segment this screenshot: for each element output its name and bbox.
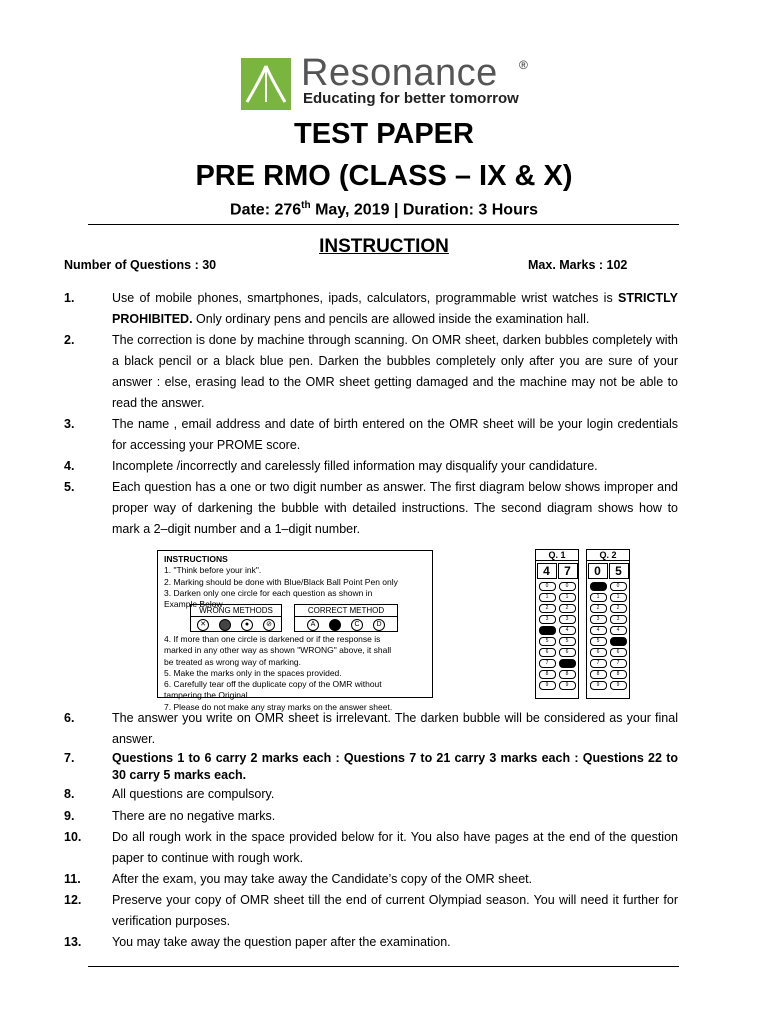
instruction-item (64, 456, 678, 477)
omr-example-q1 (535, 549, 579, 699)
dot-bubble-icon: ● (241, 619, 253, 631)
logo-registered-mark: ® (519, 58, 528, 72)
omr-q1-bubbles (536, 582, 578, 690)
figure-instruction-line: 5. Make the marks only in the spaces provided. (164, 667, 342, 678)
omr-q1-digit-1: 4 (537, 563, 557, 579)
instruction-text (112, 869, 678, 890)
instruction-text (112, 288, 678, 330)
date-ordinal: th (301, 200, 311, 211)
instruction-text (112, 708, 678, 750)
omr-bubble: 0 (539, 582, 556, 591)
instruction-number: 7. (64, 751, 75, 765)
omr-bubble: 0 (610, 582, 627, 591)
instruction-text (112, 330, 678, 414)
instruction-number: 1. (64, 291, 75, 305)
omr-bubble: 8 (559, 670, 576, 679)
instruction-item (64, 784, 678, 805)
correct-method-box (294, 604, 398, 632)
scribble-bubble-icon (219, 619, 231, 631)
logo-wordmark: Resonance (301, 52, 498, 94)
instruction-text-part: After the exam, you may take away the Candidate’s copy of the OMR sheet. (112, 872, 533, 886)
omr-bubble: 1 (590, 593, 607, 602)
instruction-item (64, 869, 678, 890)
instruction-item (64, 288, 678, 330)
max-marks: Max. Marks : 102 (528, 258, 628, 272)
omr-bubble: 6 (559, 648, 576, 657)
instruction-text (112, 750, 678, 784)
instruction-text-part: Preserve your copy of OMR sheet till the end of current Olympiad season. You will need it further for verification purposes. (112, 893, 678, 928)
omr-bubble: 0 (559, 582, 576, 591)
figure-instruction-line: 1. "Think before your ink". (164, 565, 262, 576)
figure-instruction-line: 2. Marking should be done with Blue/Black Ball Point Pen only (164, 576, 398, 587)
omr-bubble: 4 (610, 626, 627, 635)
instruction-item (64, 330, 678, 414)
omr-bubble: 9 (610, 681, 627, 690)
instruction-heading (0, 236, 768, 258)
omr-bubble (539, 626, 556, 635)
omr-q2-bubbles (587, 582, 629, 690)
omr-bubble: 3 (559, 615, 576, 624)
instruction-item (64, 932, 678, 953)
instruction-text (112, 932, 678, 953)
figure-instructions-bottom-lines (164, 634, 426, 713)
date-suffix: May, 2019 | Duration: 3 Hours (310, 201, 538, 219)
instruction-heading-text: INSTRUCTION (319, 236, 449, 257)
omr-bubble: 3 (610, 615, 627, 624)
instruction-text-part: All questions are compulsory. (112, 787, 275, 801)
omr-bubble: 7 (610, 659, 627, 668)
instruction-number: 13. (64, 935, 82, 949)
instruction-text-part: Use of mobile phones, smartphones, ipads, calculators, programmable wrist watches is (112, 291, 619, 305)
instruction-text (112, 477, 678, 540)
exam-date-duration (0, 200, 768, 219)
instruction-number: 10. (64, 830, 82, 844)
omr-bubble (610, 637, 627, 646)
wrong-methods-box (190, 604, 282, 632)
instruction-text-part: Only ordinary pens and pencils are allowed inside the examination hall. (192, 312, 590, 326)
logo-tagline: Educating for better tomorrow (303, 90, 519, 107)
omr-digit-column (539, 582, 556, 690)
omr-bubble: 2 (559, 604, 576, 613)
instruction-text (112, 827, 678, 869)
instruction-emphasis: STRICTLY PROHIBITED. (112, 291, 678, 326)
omr-bubble: 1 (610, 593, 627, 602)
instruction-number: 9. (64, 809, 75, 823)
omr-bubble (559, 659, 576, 668)
instruction-number: 11. (64, 872, 81, 886)
instruction-text-part: There are no negative marks. (112, 809, 276, 823)
omr-bubble (590, 582, 607, 591)
number-of-questions: Number of Questions : 30 (64, 258, 217, 272)
bubble-a: A (307, 619, 319, 631)
omr-bubble: 5 (539, 637, 556, 646)
instruction-number: 4. (64, 459, 75, 473)
omr-bubble: 8 (539, 670, 556, 679)
instruction-text-part: Incomplete /incorrectly and carelessly filled information may disqualify your candidature. (112, 459, 598, 473)
figure-instruction-line: tampering the Original (164, 690, 248, 701)
figure-instruction-line: 3. Darken only one circle for each question as shown in (164, 587, 373, 598)
divider-top (88, 224, 679, 225)
instruction-item (64, 750, 678, 784)
figure-instruction-line: 6. Carefully tear off the duplicate copy of the OMR without (164, 679, 382, 690)
figure-instruction-line: 7. Please do not make any stray marks on the answer sheet. (164, 701, 393, 712)
instruction-item (64, 827, 678, 869)
omr-bubble: 3 (590, 615, 607, 624)
omr-bubble: 6 (590, 648, 607, 657)
omr-bubble: 2 (610, 604, 627, 613)
correct-method-label: CORRECT METHOD (295, 605, 397, 617)
instruction-item (64, 890, 678, 932)
bubble-c: C (351, 619, 363, 631)
figure-instruction-line: 4. If more than one circle is darkened or if the response is (164, 634, 381, 644)
instruction-item (64, 414, 678, 456)
instruction-text (112, 806, 678, 827)
figure-instruction-line: marked in any other way as shown "WRONG" above, it shall (164, 645, 392, 656)
omr-bubble: 4 (559, 626, 576, 635)
filled-bubble (329, 619, 341, 631)
date-prefix: Date: 276 (230, 201, 302, 219)
omr-bubble: 7 (539, 659, 556, 668)
instruction-text-part: The answer you write on OMR sheet is irrelevant. The darken bubble will be considered as your final answer. (112, 711, 678, 746)
cross-mark-bubble-icon: ✕ (197, 619, 209, 631)
instruction-emphasis: Questions 1 to 6 carry 2 marks each : Questions 7 to 21 carry 3 marks each : Questions 22 to 30 carry 5 marks each. (112, 751, 678, 782)
resonance-logo-mark-icon (241, 58, 291, 110)
instruction-number: 2. (64, 333, 75, 347)
omr-digit-column (610, 582, 627, 690)
figure-instructions-heading: INSTRUCTIONS (164, 554, 228, 564)
instruction-text-part: Do all rough work in the space provided below for it. You also have pages at the end of the question paper to continue with rough work. (112, 830, 678, 865)
omr-bubble: 7 (590, 659, 607, 668)
resonance-logo (241, 52, 541, 112)
instruction-text (112, 784, 678, 805)
instruction-item (64, 806, 678, 827)
omr-bubble: 2 (590, 604, 607, 613)
omr-q2-label: Q. 2 (587, 550, 629, 561)
omr-bubble: 3 (539, 615, 556, 624)
omr-bubble: 6 (539, 648, 556, 657)
instruction-text-part: Each question has a one or two digit number as answer. The first diagram below shows improper and proper way of darkening the bubble with detailed instructions. The second diagram shows how to mark a 2–digit number and a 1–digit number. (112, 480, 678, 536)
instruction-text (112, 414, 678, 456)
omr-bubble: 2 (539, 604, 556, 613)
omr-instructions-figure (157, 550, 433, 712)
instruction-text-part: The correction is done by machine through scanning. On OMR sheet, darken bubbles completely with a black pencil or a black blue pen. Darken the bubbles completely only after you are sure of your answer : else, erasing lead to the OMR sheet getting damaged and the machine may not be able to read the answer. (112, 333, 678, 410)
divider-bottom (88, 966, 679, 967)
omr-bubble: 9 (539, 681, 556, 690)
omr-bubble: 1 (539, 593, 556, 602)
instruction-number: 8. (64, 787, 75, 801)
instruction-item (64, 708, 678, 750)
instruction-number: 5. (64, 480, 75, 494)
omr-example-q2 (586, 549, 630, 699)
instruction-text-part: You may take away the question paper after the examination. (112, 935, 451, 949)
omr-bubble: 1 (559, 593, 576, 602)
omr-bubble: 8 (610, 670, 627, 679)
omr-digit-column (590, 582, 607, 690)
bubble-d: D (373, 619, 385, 631)
instruction-number: 12. (64, 893, 82, 907)
figure-instruction-line: be treated as wrong way of marking. (164, 656, 302, 667)
page-subtitle: PRE RMO (CLASS – IX & X) (195, 160, 573, 192)
instruction-number: 3. (64, 417, 75, 431)
instruction-number: 6. (64, 711, 75, 725)
omr-bubble: 8 (590, 670, 607, 679)
instruction-text (112, 890, 678, 932)
figure-instruction-line: Example Below (164, 599, 223, 610)
omr-bubble: 9 (590, 681, 607, 690)
omr-bubble: 4 (590, 626, 607, 635)
omr-digit-column (559, 582, 576, 690)
omr-q1-label: Q. 1 (536, 550, 578, 561)
omr-q1-digit-2: 7 (558, 563, 578, 579)
instruction-item (64, 477, 678, 540)
slash-bubble-icon: ⊘ (263, 619, 275, 631)
omr-bubble: 5 (559, 637, 576, 646)
instruction-text (112, 456, 678, 477)
wrong-methods-label: WRONG METHODS (191, 605, 281, 617)
page-title: TEST PAPER (294, 118, 474, 150)
omr-q2-digit-2: 5 (609, 563, 629, 579)
omr-bubble: 6 (610, 648, 627, 657)
omr-bubble: 9 (559, 681, 576, 690)
instruction-text-part: The name , email address and date of birth entered on the OMR sheet will be your login credentials for accessing your PROME score. (112, 417, 678, 452)
omr-bubble: 5 (590, 637, 607, 646)
omr-q2-digit-1: 0 (588, 563, 608, 579)
